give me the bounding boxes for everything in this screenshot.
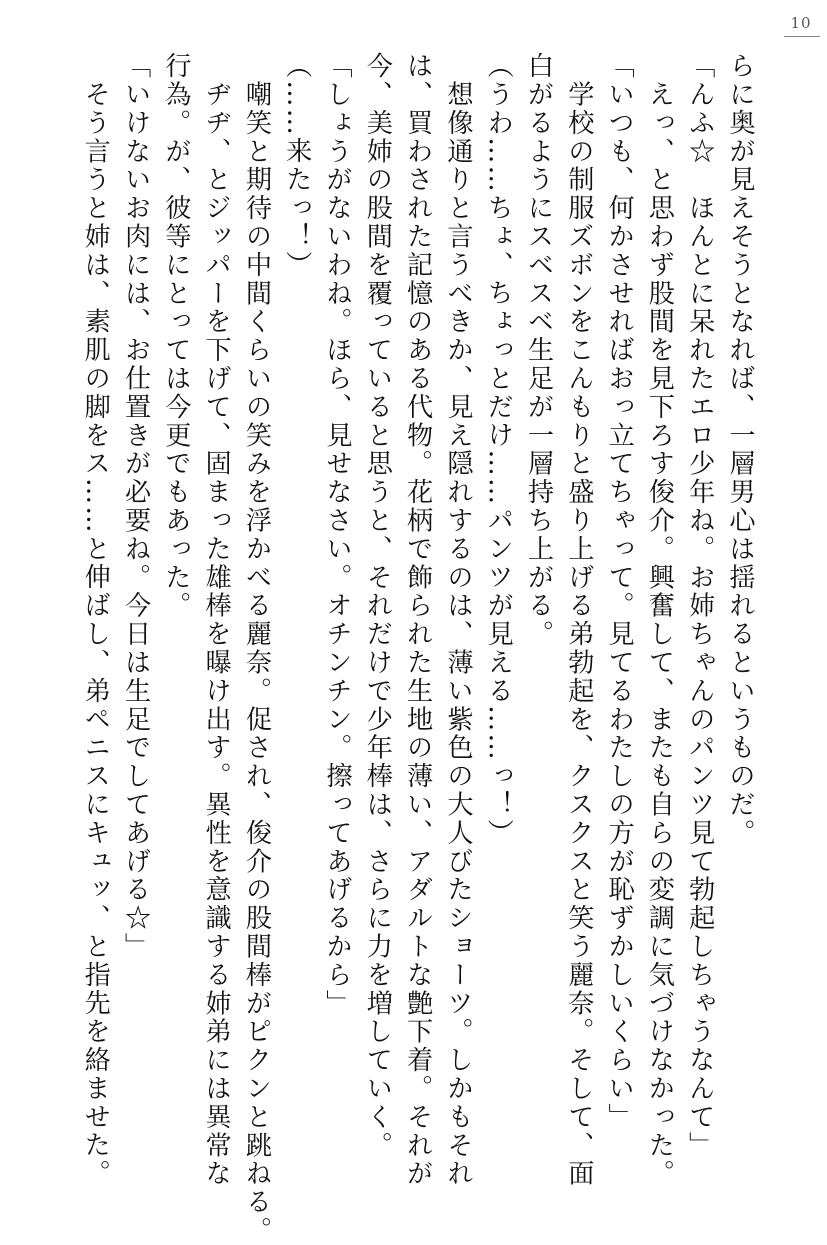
text-line: は、買わされた記憶のある代物。花柄で飾られた生地の薄い、アダルトな艶下着。それが bbox=[402, 52, 433, 1188]
text-line: らに奥が見えそうとなれば、一層男心は揺れるというものだ。 bbox=[725, 52, 755, 848]
text-line: 想像通りと言うべきか、見え隠れするのは、薄い紫色の大人びたショーツ。しかもそれ bbox=[442, 52, 473, 1188]
text-line: 嘲笑と期待の中間くらいの笑みを浮かべる麗奈。促され、俊介の股間棒がピクンと跳ねる。 bbox=[241, 52, 272, 1245]
page-number: 10 bbox=[790, 14, 812, 32]
text-line: 「しょうがないわね。ほら、見せなさい。オチンチン。擦ってあげるから」 bbox=[322, 52, 353, 1018]
text-line: （……来たっ！） bbox=[281, 52, 312, 280]
text-line: （うわ……ちょ、ちょっとだけ……パンツが見える……っ！） bbox=[483, 52, 514, 848]
text-line: 行為。が、彼等にとっては今更でもあった。 bbox=[160, 52, 191, 620]
text-line: 「んふ☆ ほんとに呆れたエロ少年ね。お姉ちゃんのパンツ見て勃起しちゃうなんて」 bbox=[684, 52, 715, 1160]
text-line: ヂヂ、とジッパーを下げて、固まった雄棒を曝け出す。異性を意識する姉弟には異常な bbox=[201, 52, 232, 1188]
text-line: えっ、と思わず股間を見下ろす俊介。興奮して、またも自らの変調に気づけなかった。 bbox=[644, 52, 675, 1188]
page-number-rule bbox=[784, 36, 820, 37]
text-line: 今、美姉の股間を覆っていると思うと、それだけで少年棒は、さらに力を増していく。 bbox=[362, 52, 393, 1160]
text-line: そう言うと姉は、素肌の脚をス……と伸ばし、弟ペニスにキュッ、と指先を絡ませた。 bbox=[80, 52, 111, 1188]
vertical-text-body bbox=[75, 52, 760, 1245]
text-line: 学校の制服ズボンをこんもりと盛り上げる弟勃起を、クスクスと笑う麗奈。そして、面 bbox=[563, 52, 594, 1188]
text-line: 白がるようにスベスベ生足が一層持ち上がる。 bbox=[523, 52, 554, 649]
text-line: 「いけないお肉には、お仕置きが必要ね。今日は生足でしてあげる☆」 bbox=[120, 52, 151, 961]
text-line: 「いつも、何かさせればおっ立てちゃって。見てるわたしの方が恥ずかしいくらい」 bbox=[604, 52, 635, 1132]
